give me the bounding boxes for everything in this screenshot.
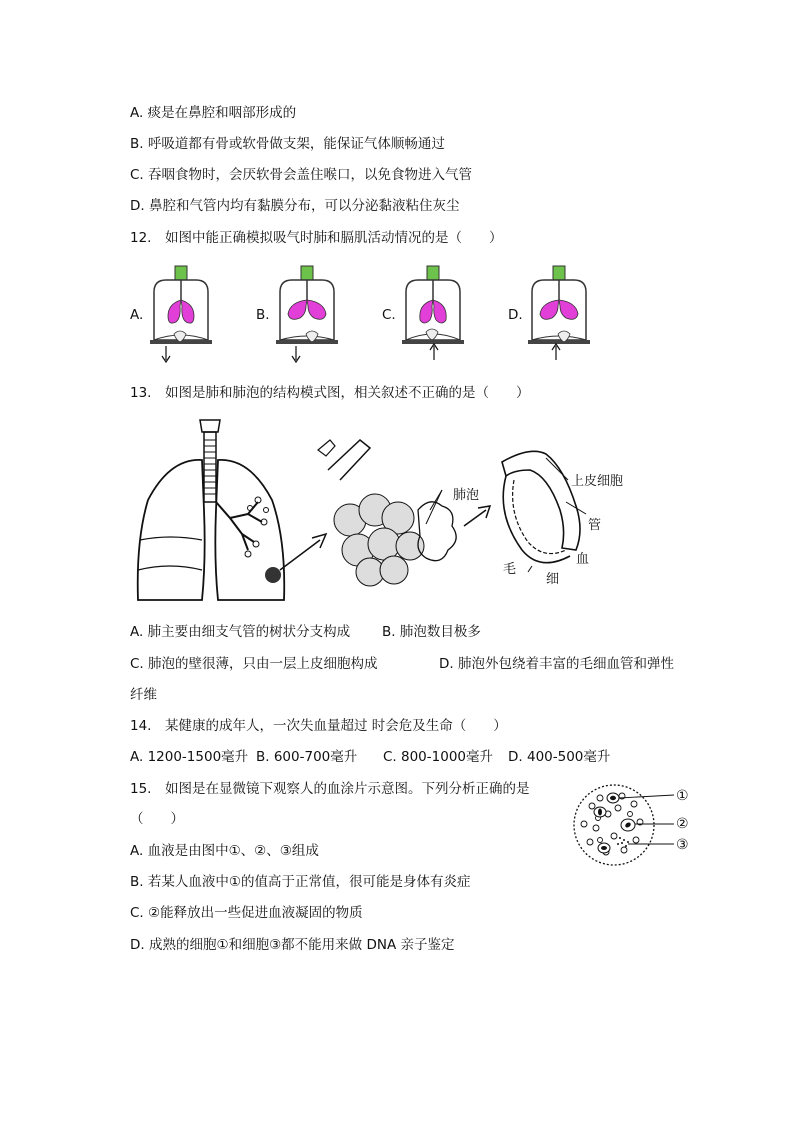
q12-figure-b: [272, 262, 372, 366]
q12-option-d-letter: D.: [508, 307, 523, 323]
q11-option-d: D. 鼻腔和气管内均有黏膜分布，可以分泌黏液粘住灰尘: [130, 198, 460, 214]
q15-option-b: B. 若某人血液中①的值高于正常值，很可能是身体有炎症: [130, 874, 471, 890]
q13-label-xi: 细: [546, 572, 560, 587]
q13-option-b: B. 肺泡数目极多: [382, 624, 481, 640]
q13-label-xue: 血: [576, 552, 590, 567]
q15-marker-2: ②: [676, 816, 689, 832]
q13-label-epithelial-cell: 上皮细胞: [571, 474, 624, 489]
q14-option-a: A. 1200-1500毫升: [130, 749, 249, 765]
q14-option-d: D. 400-500毫升: [508, 749, 611, 765]
q13-stem: 13. 如图是肺和肺泡的结构模式图，相关叙述不正确的是（ ）: [130, 385, 530, 401]
q15-marker-3: ③: [676, 837, 689, 853]
q12-figure-d: [524, 262, 624, 366]
q12-option-b-letter: B.: [256, 307, 270, 323]
q14-option-b: B. 600-700毫升: [256, 749, 358, 765]
q14-option-c: C. 800-1000毫升: [383, 749, 494, 765]
q14-stem: 14. 某健康的成年人，一次失血量超过 时会危及生命（ ）: [130, 718, 507, 734]
q15-blood-smear-figure: [570, 778, 682, 876]
q15-option-a: A. 血液是由图中①、②、③组成: [130, 843, 319, 859]
q13-option-a: A. 肺主要由细支气管的树状分支构成: [130, 624, 351, 640]
q12-stem: 12. 如图中能正确模拟吸气时肺和膈肌活动情况的是（ ）: [130, 230, 503, 246]
q11-option-a: A. 痰是在鼻腔和咽部形成的: [130, 105, 297, 121]
q12-option-a-letter: A.: [130, 307, 144, 323]
q11-option-b: B. 呼吸道都有骨或软骨做支架，能保证气体顺畅通过: [130, 136, 445, 152]
q13-label-alveolus: 肺泡: [453, 488, 480, 503]
q12-option-c-letter: C.: [382, 307, 396, 323]
q15-option-c: C. ②能释放出一些促进血液凝固的物质: [130, 905, 363, 921]
q15-stem-cont: （ ）: [130, 811, 184, 827]
q15-stem: 15. 如图是在显微镜下观察人的血涂片示意图。下列分析正确的是: [130, 781, 530, 797]
q11-option-c: C. 吞咽食物时，会厌软骨会盖住喉口，以免食物进入气管: [130, 167, 473, 183]
q12-figure-c: [398, 262, 498, 366]
q15-marker-1: ①: [676, 788, 689, 804]
q13-option-c: C. 肺泡的壁很薄，只由一层上皮细胞构成: [130, 656, 378, 672]
q13-label-guan: 管: [588, 518, 602, 533]
q13-option-d-cont: 纤维: [130, 687, 157, 703]
q13-label-mao: 毛: [503, 562, 517, 577]
q15-option-d: D. 成熟的细胞①和细胞③都不能用来做 DNA 亲子鉴定: [130, 937, 455, 953]
q13-option-d: D. 肺泡外包绕着丰富的毛细血管和弹性: [439, 656, 674, 672]
q12-figure-a: [146, 262, 246, 366]
